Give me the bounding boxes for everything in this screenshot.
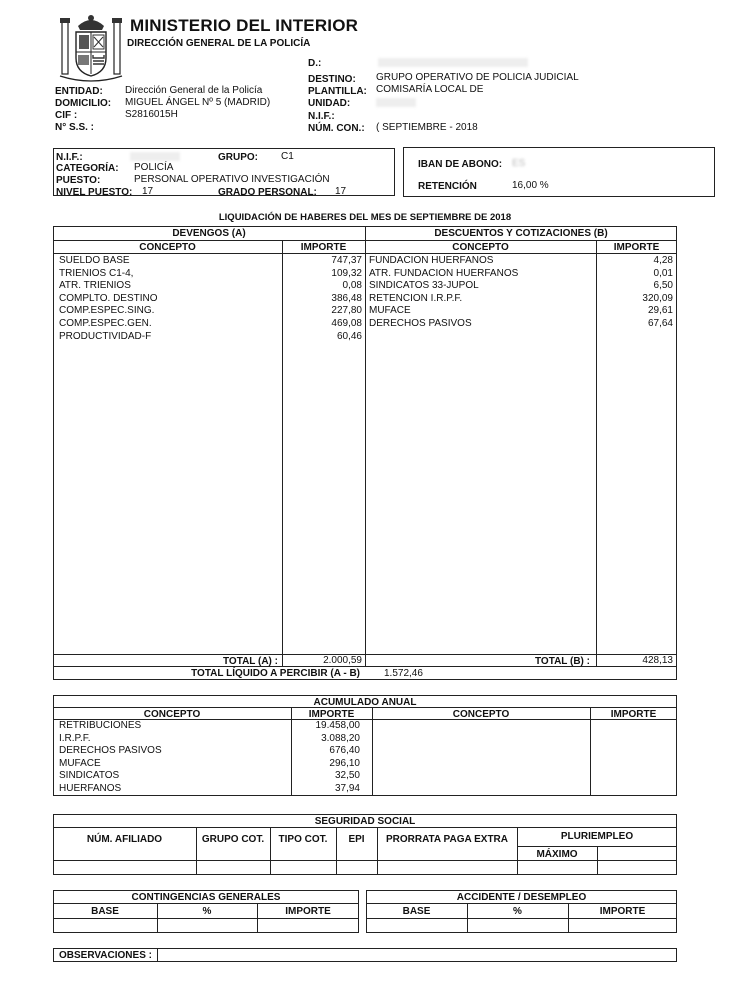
domicilio-value: MIGUEL ÁNGEL Nº 5 (MADRID) [125, 97, 271, 108]
tipo-cot-header: TIPO COT. [278, 834, 328, 845]
direction-subtitle: DIRECCIÓN GENERAL DE LA POLICÍA [127, 38, 311, 49]
iban-label: IBAN DE ABONO: [418, 159, 503, 170]
list-item: SINDICATOS 33-JUPOL [369, 280, 479, 292]
unidad-value-redacted [376, 98, 416, 107]
list-item: DERECHOS PASIVOS [369, 317, 472, 329]
descuentos-importe-header: IMPORTE [613, 242, 660, 253]
list-item: 19.458,00 [315, 720, 360, 731]
acum-concepto-header: CONCEPTO [143, 709, 201, 720]
entidad-label: ENTIDAD: [55, 86, 103, 97]
list-item: 227,80 [331, 305, 362, 317]
list-item: FUNDACION HUERFANOS [369, 255, 494, 266]
devengos-concepto-list [59, 255, 279, 343]
nif-label-top: N.I.F.: [308, 111, 335, 122]
list-item: ATR. FUNDACION HUERFANOS [369, 267, 519, 279]
acum-concepto-header-2: CONCEPTO [452, 709, 510, 720]
d-value-redacted [378, 58, 528, 67]
destino-label: DESTINO: [308, 74, 356, 85]
acum-importe-list [293, 720, 360, 795]
acum-importe-header-2: IMPORTE [610, 709, 657, 720]
puesto-value: PERSONAL OPERATIVO INVESTIGACIÓN [134, 174, 330, 185]
retencion-value: 16,00 % [512, 180, 549, 191]
grupo-cot-header: GRUPO COT. [201, 834, 265, 845]
list-item: 6,50 [653, 280, 673, 292]
acc-importe-header: IMPORTE [599, 906, 646, 917]
list-item: MUFACE [369, 305, 411, 317]
nivel-label: NIVEL PUESTO: [56, 187, 133, 198]
list-item: 3.088,20 [321, 732, 360, 744]
devengos-importe-list [284, 255, 362, 343]
grupo-label: GRUPO: [218, 152, 258, 163]
ministry-title: MINISTERIO DEL INTERIOR [130, 16, 359, 35]
total-b-label: TOTAL (B) : [535, 656, 590, 667]
iban-value: ES [512, 158, 526, 169]
cif-label: CIF : [55, 110, 78, 121]
list-item: COMP.ESPEC.GEN. [59, 317, 152, 329]
plantilla-label: PLANTILLA: [308, 86, 367, 97]
list-item: 60,46 [336, 330, 362, 342]
contingencias-title: CONTINGENCIAS GENERALES [131, 892, 281, 903]
unidad-label: UNIDAD: [308, 98, 351, 109]
list-item: 67,64 [647, 317, 673, 329]
list-item: 0,08 [342, 280, 362, 292]
categoria-label: CATEGORÍA: [56, 163, 119, 174]
domicilio-label: DOMICILIO: [55, 98, 112, 109]
acc-base-header: BASE [402, 906, 431, 917]
maximo-header: MÁXIMO [536, 849, 578, 860]
descuentos-concepto-list [369, 255, 594, 331]
descuentos-concepto-header: CONCEPTO [452, 242, 509, 253]
descuentos-importe-list [598, 255, 673, 331]
nss-label: N° S.S. : [55, 122, 95, 133]
plantilla-value: COMISARÍA LOCAL DE [376, 84, 484, 95]
d-label: D.: [308, 58, 322, 69]
list-item: COMPLTO. DESTINO [59, 292, 158, 304]
retencion-label: RETENCIÓN [418, 181, 477, 192]
list-item: 320,09 [642, 292, 673, 304]
grupo-value: C1 [281, 151, 294, 162]
devengos-importe-header: IMPORTE [300, 242, 347, 253]
cont-base-header: BASE [91, 906, 119, 917]
categoria-value: POLICÍA [134, 162, 174, 173]
list-item: 0,01 [653, 267, 673, 279]
list-item: RETENCION I.R.P.F. [369, 292, 463, 304]
list-item: 747,37 [331, 255, 362, 266]
descuentos-title: DESCUENTOS Y COTIZACIONES (B) [434, 228, 608, 239]
liquido-value: 1.572,46 [384, 668, 423, 679]
list-item: TRIENIOS C1-4, [59, 267, 134, 279]
acum-importe-header: IMPORTE [308, 709, 355, 720]
acum-concepto-list [59, 720, 289, 795]
list-item: SINDICATOS [59, 770, 120, 781]
grado-label: GRADO PERSONAL: [218, 187, 317, 198]
list-item: 37,94 [334, 782, 360, 794]
emp-nif-label: N.I.F.: [56, 152, 83, 163]
entidad-value: Dirección General de la Policía [125, 85, 263, 96]
epi-header: EPI [348, 834, 365, 845]
puesto-label: PUESTO: [56, 175, 101, 186]
devengos-concepto-header: CONCEPTO [139, 242, 196, 253]
prorrata-header: PRORRATA PAGA EXTRA [385, 834, 509, 845]
observaciones-label: OBSERVACIONES : [59, 950, 152, 961]
cont-importe-header: IMPORTE [285, 906, 331, 917]
numcon-value: ( SEPTIEMBRE - 2018 [376, 122, 478, 133]
acumulado-title: ACUMULADO ANUAL [313, 697, 417, 708]
devengos-title: DEVENGOS (A) [172, 228, 246, 239]
list-item: I.R.P.F. [59, 732, 91, 744]
coat-of-arms-icon [58, 12, 124, 84]
nivel-value: 17 [142, 186, 154, 197]
list-item: 296,10 [329, 757, 360, 769]
list-item: 386,48 [331, 292, 362, 304]
liquidacion-title: LIQUIDACIÓN DE HABERES DEL MES DE SEPTIEMBRE DE 2018 [218, 212, 512, 223]
total-b-value: 428,13 [642, 655, 673, 666]
list-item: 29,61 [647, 305, 673, 317]
list-item: HUERFANOS [59, 782, 122, 794]
list-item: 469,08 [331, 317, 362, 329]
seguridad-title: SEGURIDAD SOCIAL [314, 816, 416, 827]
cif-value: S2816015H [125, 109, 178, 120]
list-item: RETRIBUCIONES [59, 720, 142, 731]
list-item: DERECHOS PASIVOS [59, 745, 162, 756]
accidente-title: ACCIDENTE / DESEMPLEO [456, 892, 587, 903]
list-item: SUELDO BASE [59, 255, 130, 266]
list-item: COMP.ESPEC.SING. [59, 305, 155, 317]
liquido-label: TOTAL LÍQUIDO A PERCIBIR (A - B) [191, 668, 360, 679]
list-item: PRODUCTIVIDAD-F [59, 330, 152, 342]
grado-value: 17 [335, 186, 347, 197]
list-item: 109,32 [331, 267, 362, 279]
numcon-label: NÚM. CON.: [308, 123, 365, 134]
total-a-label: TOTAL (A) : [223, 656, 278, 667]
list-item: 676,40 [329, 745, 360, 756]
total-a-value: 2.000,59 [323, 655, 362, 666]
num-afiliado-header: NÚM. AFILIADO [86, 834, 163, 845]
pluriempleo-header: PLURIEMPLEO [560, 831, 634, 842]
cont-pct-header: % [202, 906, 212, 917]
destino-value: GRUPO OPERATIVO DE POLICIA JUDICIAL [376, 72, 579, 83]
list-item: MUFACE [59, 757, 101, 769]
emp-nif-redacted [130, 152, 180, 161]
acc-pct-header: % [513, 906, 522, 917]
list-item: 32,50 [334, 770, 360, 781]
list-item: ATR. TRIENIOS [59, 280, 131, 292]
list-item: 4,28 [653, 255, 673, 266]
